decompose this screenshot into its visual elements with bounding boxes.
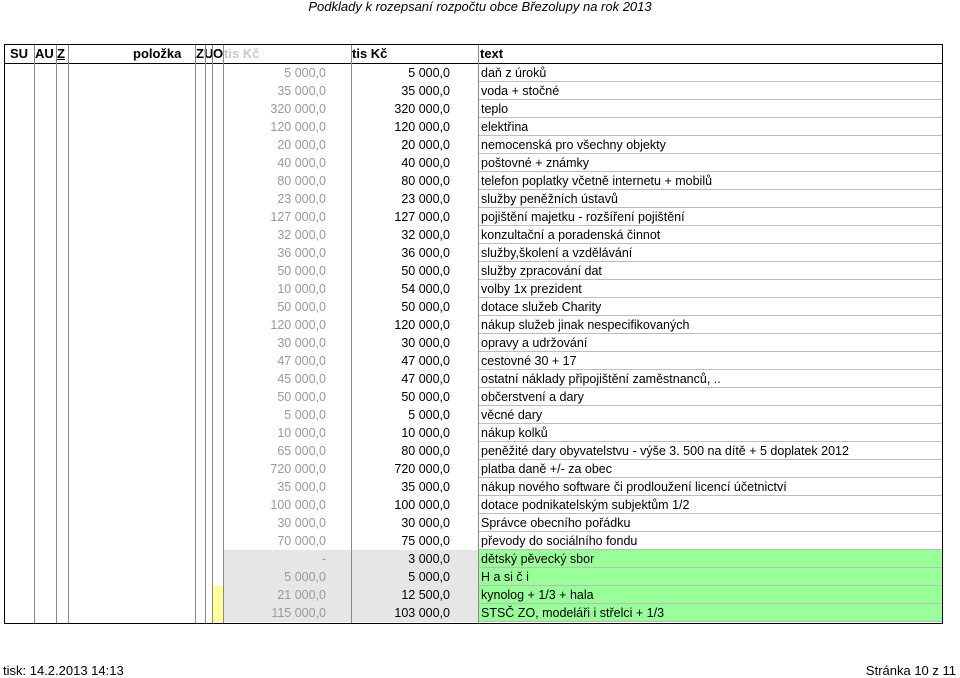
column-line xyxy=(205,45,206,623)
table-row xyxy=(5,496,942,514)
approved-amount: 70 000,0 xyxy=(277,534,326,548)
amount: 5 000,0 xyxy=(408,570,450,584)
header-text: text xyxy=(480,46,504,61)
header-au: AU xyxy=(35,46,54,61)
table-row xyxy=(5,424,942,442)
item-text: peněžité dary obyvatelstvu - výše 3. 500 na dítě + 5 doplatek 2012 xyxy=(481,444,849,458)
item-text: služby,školení a vzdělávání xyxy=(481,246,633,260)
print-date: tisk: 14.2.2013 14:13 xyxy=(3,663,124,678)
page-title: Podklady k rozepsaní rozpočtu obce Březolupy na rok 2013 xyxy=(308,0,652,14)
item-text: dotace služeb Charity xyxy=(481,300,602,314)
amount: 47 000,0 xyxy=(401,354,450,368)
item-text: nákup kolků xyxy=(481,426,548,440)
table-row xyxy=(5,352,942,370)
item-text: poštovné + známky xyxy=(481,156,590,170)
header-zu: ZU xyxy=(196,46,214,61)
table-row xyxy=(5,514,942,532)
header-o: O xyxy=(213,46,224,61)
approved-amount: 20 000,0 xyxy=(277,138,326,152)
item-text: daň z úroků xyxy=(481,66,547,80)
amount: 10 000,0 xyxy=(401,426,450,440)
amount: 80 000,0 xyxy=(401,174,450,188)
approved-amount: 21 000,0 xyxy=(277,588,326,602)
amount: 80 000,0 xyxy=(401,444,450,458)
table-row xyxy=(5,478,942,496)
row-marker xyxy=(213,586,223,604)
table-row xyxy=(5,262,942,280)
column-line xyxy=(56,45,57,623)
item-text: pojištění majetku - rozšíření pojištění xyxy=(481,210,685,224)
item-text: ostatní náklady připojištění zaměstnanců, .. xyxy=(481,372,721,386)
amount: 3 000,0 xyxy=(408,552,450,566)
amount: 36 000,0 xyxy=(401,246,450,260)
approved-amount: 50 000,0 xyxy=(277,264,326,278)
item-text: dotace podnikatelským subjektům 1/2 xyxy=(481,498,690,512)
amount: 720 000,0 xyxy=(394,462,450,476)
header-mark: Z xyxy=(57,46,65,61)
amount: 100 000,0 xyxy=(394,498,450,512)
approved-amount: 50 000,0 xyxy=(277,390,326,404)
item-text: elektřina xyxy=(481,120,529,134)
item-text: voda + stočné xyxy=(481,84,560,98)
amount: 47 000,0 xyxy=(401,372,450,386)
column-line xyxy=(34,45,35,623)
item-text: dětský pěvecký sbor xyxy=(478,550,942,568)
approved-amount: 5 000,0 xyxy=(284,66,326,80)
row-marker xyxy=(213,604,223,622)
approved-amount: 320 000,0 xyxy=(270,102,326,116)
item-text: Správce obecního pořádku xyxy=(481,516,631,530)
table-row xyxy=(5,172,942,190)
table-row xyxy=(5,532,942,550)
amount: 12 500,0 xyxy=(401,588,450,602)
item-text: služby zpracování dat xyxy=(481,264,602,278)
approved-amount: 32 000,0 xyxy=(277,228,326,242)
approved-amount: 23 000,0 xyxy=(277,192,326,206)
item-text: nákup nového software či prodloužení licencí účetnictví xyxy=(481,480,787,494)
table-row xyxy=(5,208,942,226)
amount: 103 000,0 xyxy=(394,606,450,620)
amount: 35 000,0 xyxy=(401,84,450,98)
item-text: H a si č i xyxy=(478,568,942,586)
amount: 23 000,0 xyxy=(401,192,450,206)
amount: 50 000,0 xyxy=(401,390,450,404)
approved-amount: 120 000,0 xyxy=(270,120,326,134)
item-text: STSČ ZO, modeláři i střelci + 1/3 xyxy=(478,604,942,622)
item-text: platba daně +/- za obec xyxy=(481,462,612,476)
approved-amount: 50 000,0 xyxy=(277,300,326,314)
item-text: opravy a udržování xyxy=(481,336,588,350)
approved-amount: 47 000,0 xyxy=(277,354,326,368)
approved-amount: 5 000,0 xyxy=(284,408,326,422)
header-polozka: položka xyxy=(133,46,182,61)
approved-amount: 36 000,0 xyxy=(277,246,326,260)
table-row xyxy=(5,190,942,208)
amount: 5 000,0 xyxy=(408,66,450,80)
item-text: volby 1x prezident xyxy=(481,282,582,296)
amount: 120 000,0 xyxy=(394,318,450,332)
row-divider xyxy=(478,621,942,622)
item-text: konzultační a poradenská činnot xyxy=(481,228,661,242)
table-row xyxy=(5,586,942,604)
table-row xyxy=(5,118,942,136)
approved-amount: 35 000,0 xyxy=(277,480,326,494)
amount: 50 000,0 xyxy=(401,264,450,278)
amount: 32 000,0 xyxy=(401,228,450,242)
table-row xyxy=(5,64,942,82)
table-row xyxy=(5,316,942,334)
amount: 20 000,0 xyxy=(401,138,450,152)
approved-amount: 720 000,0 xyxy=(270,462,326,476)
amount: 320 000,0 xyxy=(394,102,450,116)
table-row xyxy=(5,100,942,118)
approved-amount: 30 000,0 xyxy=(277,336,326,350)
table-row xyxy=(5,406,942,424)
item-text: občerstvení a dary xyxy=(481,390,584,404)
table-row xyxy=(5,370,942,388)
amount: 127 000,0 xyxy=(394,210,450,224)
approved-amount: 115 000,0 xyxy=(271,606,326,620)
table-row xyxy=(5,604,942,622)
approved-amount: 80 000,0 xyxy=(277,174,326,188)
table-row xyxy=(5,442,942,460)
amount: 54 000,0 xyxy=(401,282,450,296)
header-tis-kc-approved: tis Kč xyxy=(224,46,260,61)
item-text: telefon poplatky včetně internetu + mobilů xyxy=(481,174,713,188)
column-line xyxy=(68,45,69,623)
item-text: kynolog + 1/3 + hala xyxy=(478,586,942,604)
approved-amount: 127 000,0 xyxy=(270,210,326,224)
approved-amount: 10 000,0 xyxy=(277,426,326,440)
amount: 30 000,0 xyxy=(401,336,450,350)
column-line xyxy=(351,45,352,623)
amount: 50 000,0 xyxy=(401,300,450,314)
approved-amount: 45 000,0 xyxy=(277,372,326,386)
header-tis-kc: tis Kč xyxy=(352,46,388,61)
table-row xyxy=(5,154,942,172)
approved-amount: 65 000,0 xyxy=(277,444,326,458)
table-header xyxy=(5,45,942,64)
approved-amount: 30 000,0 xyxy=(277,516,326,530)
approved-amount: 35 000,0 xyxy=(277,84,326,98)
approved-amount: - xyxy=(321,552,326,566)
approved-amount: 120 000,0 xyxy=(270,318,326,332)
amount: 5 000,0 xyxy=(408,408,450,422)
table-row xyxy=(5,460,942,478)
page-number: Stránka 10 z 11 xyxy=(865,663,956,678)
header-su: SU xyxy=(10,46,29,61)
amount: 30 000,0 xyxy=(401,516,450,530)
item-text: věcné dary xyxy=(481,408,543,422)
item-text: teplo xyxy=(481,102,509,116)
item-text: nákup služeb jinak nespecifikovaných xyxy=(481,318,690,332)
approved-amount: 40 000,0 xyxy=(277,156,326,170)
table-row xyxy=(5,388,942,406)
table-row xyxy=(5,568,942,586)
amount: 120 000,0 xyxy=(394,120,450,134)
amount: 75 000,0 xyxy=(401,534,450,548)
table-row xyxy=(5,298,942,316)
column-line xyxy=(212,45,213,623)
column-line xyxy=(195,45,196,623)
table-row xyxy=(5,136,942,154)
approved-amount: 100 000,0 xyxy=(270,498,326,512)
table-row xyxy=(5,244,942,262)
budget-table xyxy=(4,44,943,624)
item-text: převody do sociálního fondu xyxy=(481,534,638,548)
table-row xyxy=(5,334,942,352)
item-text: cestovné 30 + 17 xyxy=(481,354,577,368)
amount: 40 000,0 xyxy=(401,156,450,170)
table-row xyxy=(5,82,942,100)
item-text: nemocenská pro všechny objekty xyxy=(481,138,666,152)
column-line xyxy=(223,45,224,623)
approved-amount: 5 000,0 xyxy=(284,570,326,584)
column-line xyxy=(478,45,479,623)
table-row xyxy=(5,226,942,244)
approved-amount: 10 000,0 xyxy=(277,282,326,296)
table-row xyxy=(5,280,942,298)
table-row xyxy=(5,550,942,568)
amount: 35 000,0 xyxy=(401,480,450,494)
item-text: služby peněžních ústavů xyxy=(481,192,618,206)
